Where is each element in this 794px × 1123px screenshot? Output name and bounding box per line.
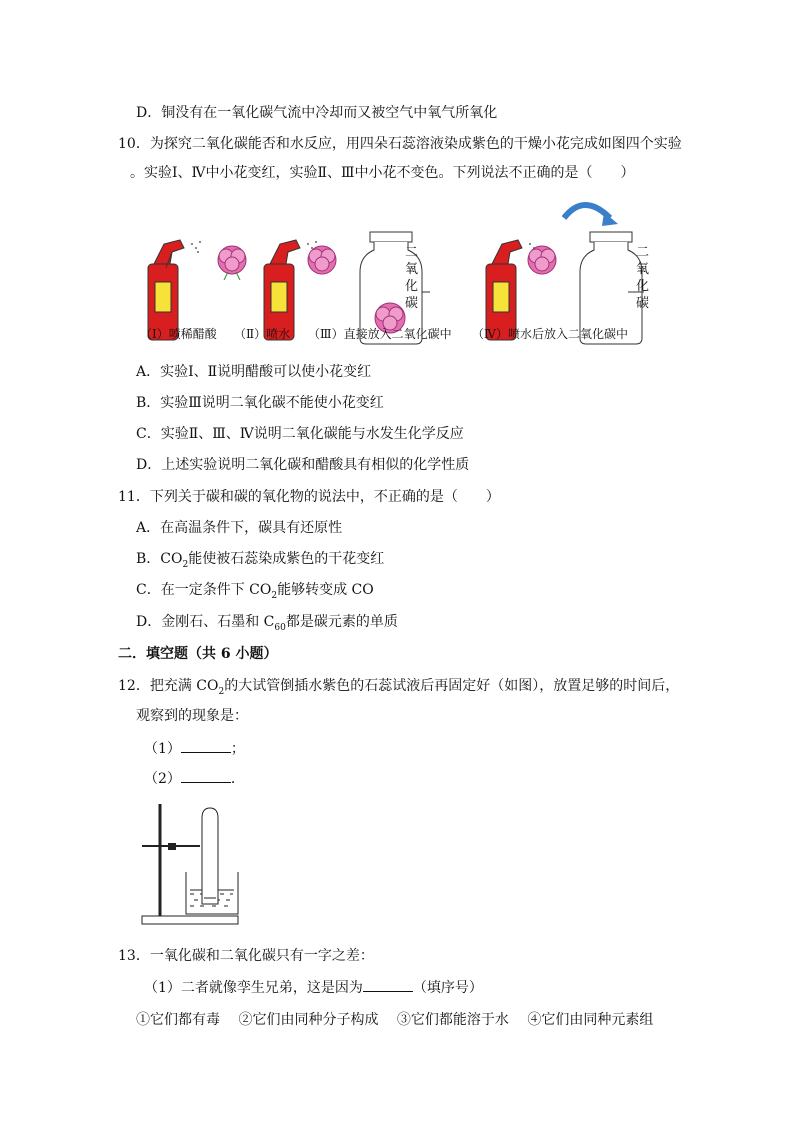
caption-experiment-2: （Ⅱ）喷水 xyxy=(234,327,291,341)
curved-arrow-icon xyxy=(564,205,610,218)
q12-apparatus-figure xyxy=(138,800,248,930)
q11-option-c: C．在一定条件下 $CO_2$能够转变成 CO xyxy=(136,582,374,601)
q11-option-a: A．在高温条件下，碳具有还原性 xyxy=(136,520,343,536)
jar-label-co2: 二氧化碳 xyxy=(405,245,419,311)
q11-option-b: B．$CO_2$能使被石蕊染成紫色的干花变红 xyxy=(136,551,385,570)
flower-icon xyxy=(218,246,246,280)
jar-label-co2: 二氧化碳 xyxy=(636,245,650,311)
q12-blank-1: （1） ； xyxy=(144,738,245,759)
answer-blank[interactable] xyxy=(181,738,231,753)
choice-3: ③它们都能溶于水 xyxy=(396,1012,509,1028)
q12-blank-2: （2） ． xyxy=(144,768,245,789)
choice-4: ④它们由同种元素组 xyxy=(527,1012,654,1028)
q10-stem-line2: 。实验Ⅰ、Ⅳ中小花变红，实验Ⅱ、Ⅲ中小花不变色。下列说法不正确的是（ ） xyxy=(130,165,635,181)
q13-sub1: （1）二者就像孪生兄弟，这是因为 （填序号） xyxy=(144,977,483,998)
q11-option-d: D．金刚石、石墨和 $C_{60}$都是碳元素的单质 xyxy=(136,614,398,633)
q10-option-d: D．上述实验说明二氧化碳和醋酸具有相似的化学性质 xyxy=(136,457,470,473)
q10-experiment-figure xyxy=(128,196,658,346)
q11-stem: 11．下列关于碳和碳的氧化物的说法中，不正确的是（ ） xyxy=(118,489,500,505)
q13-choices xyxy=(136,1010,667,1030)
choice-1: ①它们都有毒 xyxy=(136,1012,220,1028)
test-tube-stand-illustration xyxy=(138,800,248,930)
q10-stem-line1: 10．为探究二氧化碳能否和水反应，用四朵石蕊溶液染成紫色的干燥小花完成如图四个实验 xyxy=(118,136,682,152)
answer-blank[interactable] xyxy=(181,768,231,783)
flower-icon xyxy=(308,246,336,274)
q9-option-d: D．铜没有在一氧化碳气流中冷却而又被空气中氧气所氧化 xyxy=(136,105,498,121)
q10-option-c: C．实验Ⅱ、Ⅲ、Ⅳ说明二氧化碳能与水发生化学反应 xyxy=(136,426,464,442)
caption-experiment-4: （Ⅳ）喷水后放入二氧化碳中 xyxy=(472,327,628,341)
q10-option-b: B．实验Ⅲ说明二氧化碳不能使小花变红 xyxy=(136,395,384,411)
choice-2: ②它们由同种分子构成 xyxy=(238,1012,379,1028)
section-heading: 二．填空题（共 6 小题） xyxy=(118,646,278,662)
flower-icon xyxy=(528,246,556,274)
caption-experiment-3: （Ⅲ）直接放入二氧化碳中 xyxy=(308,327,452,341)
q13-stem: 13．一氧化碳和二氧化碳只有一字之差： xyxy=(118,948,374,964)
caption-experiment-1: （Ⅰ）喷稀醋酸 xyxy=(140,327,217,341)
q12-stem-line2: 观察到的现象是： xyxy=(136,708,248,724)
answer-blank[interactable] xyxy=(363,977,413,992)
q12-stem: 12．把充满 $CO_2$的大试管倒插水紫色的石蕊试液后再固定好（如图），放置足够的时间后， xyxy=(118,678,680,697)
q10-option-a: A．实验Ⅰ、Ⅱ说明醋酸可以使小花变红 xyxy=(136,364,372,380)
